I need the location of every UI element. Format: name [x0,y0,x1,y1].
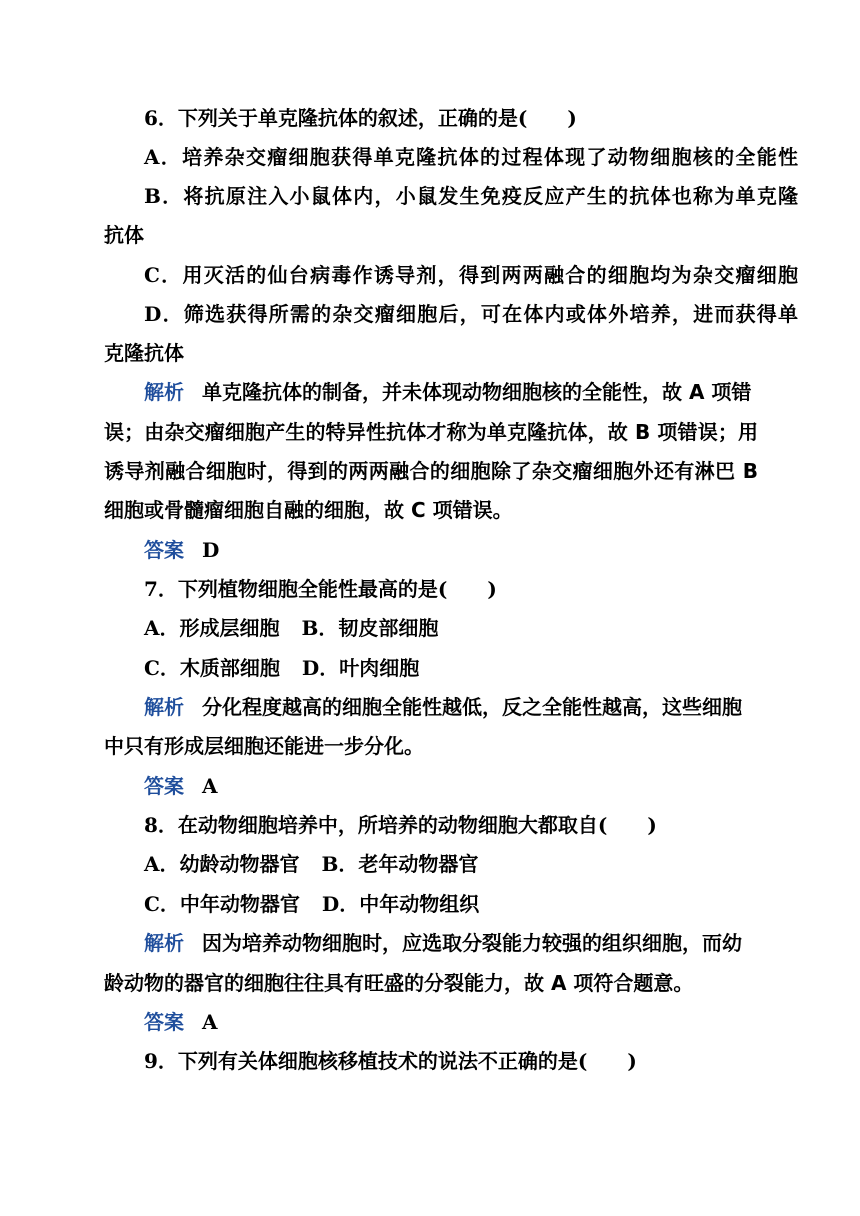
option-d: D．叶肉细胞 [301,656,420,680]
question-6-option-d: D．筛选获得所需的杂交瘤细胞后，可在体内或体外培养，进而获得单 [144,302,798,326]
option-a: A．幼龄动物器官 [144,852,300,876]
answer-label: 答案 [144,774,184,798]
question-6-option-b: B．将抗原注入小鼠体内，小鼠发生免疫反应产生的抗体也称为单克隆 [144,184,798,208]
question-6-analysis-line-3: 诱导剂融合细胞时，得到的两两融合的细胞除了杂交瘤细胞外还有淋巴 B [104,459,758,483]
question-8-options-row-2 [144,891,479,917]
question-6-answer [144,537,219,563]
question-8-analysis-line-2: 龄动物的器官的细胞往往具有旺盛的分裂能力，故 A 项符合题意。 [104,971,694,995]
question-6-stem: 6．下列关于单克隆抗体的叙述，正确的是( ) [144,106,577,130]
question-7-options-row-2 [144,655,419,681]
question-6-option-c: C．用灭活的仙台病毒作诱导剂，得到两两融合的细胞均为杂交瘤细胞 [144,263,798,287]
question-6-option-b-cont: 抗体 [104,223,144,247]
question-8-analysis-first-line [144,930,742,956]
answer-value: A [202,774,218,798]
question-7-analysis-first-line [144,694,742,720]
analysis-label: 解析 [144,380,184,404]
answer-label: 答案 [144,538,184,562]
option-c: C．木质部细胞 [144,656,280,680]
analysis-label: 解析 [144,931,184,955]
analysis-text: 单克隆抗体的制备，并未体现动物细胞核的全能性，故 A 项错 [202,380,752,404]
option-d: D．中年动物组织 [321,892,480,916]
analysis-label: 解析 [144,695,184,719]
option-b: B．老年动物器官 [321,852,479,876]
option-c: C．中年动物器官 [144,892,300,916]
question-6-analysis-line-2: 误；由杂交瘤细胞产生的特异性抗体才称为单克隆抗体，故 B 项错误；用 [104,420,758,444]
analysis-text: 分化程度越高的细胞全能性越低，反之全能性越高，这些细胞 [202,695,742,719]
question-9-stem: 9．下列有关体细胞核移植技术的说法不正确的是( ) [144,1049,637,1073]
answer-value: A [202,1010,218,1034]
question-7-answer [144,773,218,799]
answer-label: 答案 [144,1010,184,1034]
option-a: A．形成层细胞 [144,616,280,640]
question-7-stem: 7．下列植物细胞全能性最高的是( ) [144,577,497,601]
question-7-analysis-line-2: 中只有形成层细胞还能进一步分化。 [104,734,424,758]
question-8-answer [144,1009,218,1035]
question-8-stem: 8．在动物细胞培养中，所培养的动物细胞大都取自( ) [144,813,657,837]
answer-value: D [202,538,220,562]
question-6-option-a: A．培养杂交瘤细胞获得单克隆抗体的过程体现了动物细胞核的全能性 [144,145,798,169]
question-6-analysis-line-4: 细胞或骨髓瘤细胞自融的细胞，故 C 项错误。 [104,498,513,522]
option-b: B．韧皮部细胞 [301,616,439,640]
question-6-option-d-cont: 克隆抗体 [104,341,184,365]
question-6-analysis-first-line [144,379,751,405]
analysis-text: 因为培养动物细胞时，应选取分裂能力较强的组织细胞，而幼 [202,931,742,955]
question-8-options-row-1 [144,851,478,877]
question-7-options-row-1 [144,615,438,641]
